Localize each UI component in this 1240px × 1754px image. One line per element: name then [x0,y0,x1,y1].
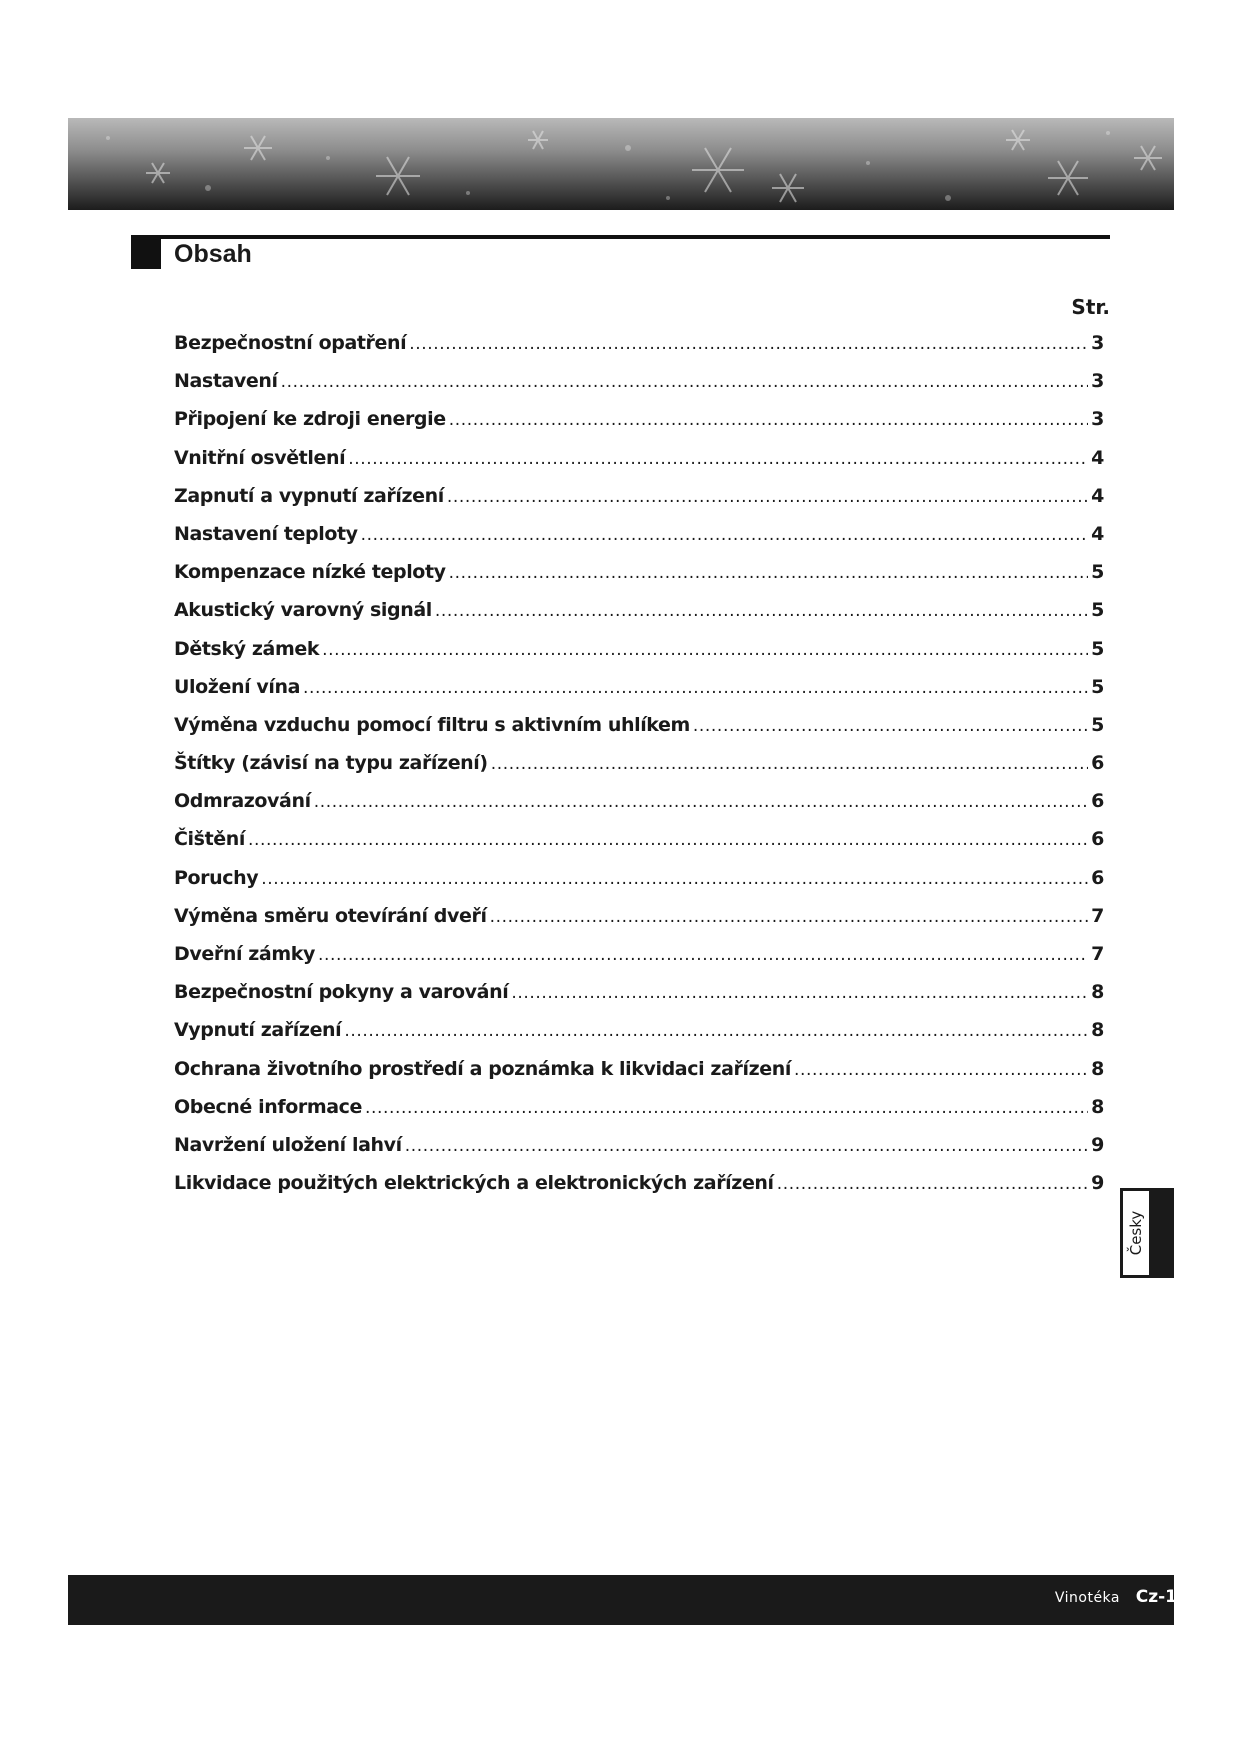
toc-entry [174,561,1104,599]
toc-entry-page: 5 [1091,599,1104,622]
toc-entry [174,408,1104,446]
toc-entry-title: Výměna směru otevírání dveří [174,904,487,927]
toc-entry-page: 8 [1091,1095,1104,1118]
toc-entry-page: 3 [1091,370,1104,393]
toc-entry-page: 6 [1091,828,1104,851]
toc-entry [174,943,1104,981]
toc-entry-page: 7 [1091,904,1104,927]
toc-entry-title: Dětský zámek [174,637,320,660]
toc-leader-dots [511,983,1088,1003]
page-column-label: Str. [1071,295,1110,319]
toc-leader-dots [248,830,1088,850]
toc-entry-title: Čištění [174,828,245,851]
toc-entry [174,1134,1104,1172]
toc-entry [174,828,1104,866]
toc-entry [174,485,1104,523]
toc-entry-page: 5 [1091,637,1104,660]
toc-entry [174,370,1104,408]
toc-entry-page: 5 [1091,561,1104,584]
toc-entry-title: Poruchy [174,866,259,889]
toc-entry [174,981,1104,1019]
toc-entry [174,332,1104,370]
toc-entry-title: Připojení ke zdroji energie [174,408,446,431]
toc-entry-page: 6 [1091,752,1104,775]
toc-entry-title: Výměna vzduchu pomocí filtru s aktivním uhlíkem [174,713,690,736]
page-title: Obsah [174,240,252,268]
footer-bar [68,1575,1174,1625]
toc-leader-dots [344,1021,1088,1041]
toc-entry-title: Vypnutí zařízení [174,1019,342,1042]
toc-leader-dots [409,334,1088,354]
toc-entry-page: 3 [1091,408,1104,431]
toc-entry-title: Kompenzace nízké teploty [174,561,446,584]
footer-product-name: Vinotéka [1054,1590,1120,1606]
toc-entry-page: 9 [1091,1172,1104,1195]
toc-entry-title: Likvidace použitých elektrických a elektronických zařízení [174,1172,774,1195]
toc-entry-title: Obecné informace [174,1095,363,1118]
toc-leader-dots [693,716,1088,736]
toc-entry-title: Odmrazování [174,790,311,813]
heading-marker [131,235,161,269]
language-label: Česky [1127,1210,1145,1256]
toc-entry-page: 6 [1091,866,1104,889]
toc-leader-dots [449,563,1089,583]
heading-rule [131,235,1110,239]
toc-entry-title: Nastavení teploty [174,522,358,545]
toc-entry [174,1096,1104,1134]
toc-entry [174,714,1104,752]
toc-entry-page: 4 [1091,446,1104,469]
toc-entry-title: Bezpečnostní pokyny a varování [174,981,509,1004]
toc-entry-title: Uložení vína [174,675,301,698]
toc-entry-title: Vnitřní osvětlení [174,446,346,469]
footer-page-number: Cz-1 [1135,1587,1177,1607]
toc-leader-dots [447,487,1088,507]
snowflake-banner [68,118,1174,210]
toc-entry [174,676,1104,714]
toc-leader-dots [777,1174,1088,1194]
toc-entry-title: Nastavení [174,370,278,393]
toc-leader-dots [449,410,1088,430]
toc-leader-dots [318,945,1088,965]
toc-leader-dots [314,792,1088,812]
toc-entry-page: 6 [1091,790,1104,813]
toc-entry-title: Ochrana životního prostředí a poznámka k likvidaci zařízení [174,1057,791,1080]
toc-entry-page: 4 [1091,484,1104,507]
toc-entry-page: 5 [1091,713,1104,736]
toc-entry-page: 5 [1091,675,1104,698]
toc-entry-title: Štítky (závisí na typu zařízení) [174,752,488,775]
toc-leader-dots [361,525,1089,545]
toc-entry-title: Akustický varovný signál [174,599,432,622]
toc-leader-dots [490,907,1089,927]
toc-leader-dots [405,1136,1088,1156]
toc-entry-page: 3 [1091,332,1104,354]
toc-leader-dots [261,869,1088,889]
toc-entry [174,1019,1104,1057]
toc-entry [174,638,1104,676]
table-of-contents [174,332,1104,1210]
toc-leader-dots [435,601,1088,621]
toc-leader-dots [491,754,1088,774]
toc-entry-title: Zapnutí a vypnutí zařízení [174,484,444,507]
toc-entry [174,447,1104,485]
toc-entry [174,867,1104,905]
toc-leader-dots [794,1060,1088,1080]
toc-entry-page: 8 [1091,1057,1104,1080]
toc-entry-page: 8 [1091,981,1104,1004]
toc-leader-dots [365,1098,1088,1118]
toc-entry [174,905,1104,943]
toc-entry [174,752,1104,790]
toc-leader-dots [303,678,1088,698]
toc-entry-title: Bezpečnostní opatření [174,332,407,354]
toc-entry-page: 4 [1091,522,1104,545]
toc-entry-title: Navržení uložení lahví [174,1133,402,1156]
toc-entry-page: 8 [1091,1019,1104,1042]
snowflake-pattern [68,118,1174,210]
toc-entry [174,599,1104,637]
toc-entry [174,1058,1104,1096]
toc-entry [174,523,1104,561]
toc-entry-page: 7 [1091,943,1104,965]
toc-leader-dots [281,372,1089,392]
toc-leader-dots [348,449,1088,469]
toc-leader-dots [322,640,1088,660]
toc-entry [174,1172,1104,1210]
toc-entry [174,790,1104,828]
toc-entry-page: 9 [1091,1133,1104,1156]
toc-entry-title: Dveřní zámky [174,943,315,965]
